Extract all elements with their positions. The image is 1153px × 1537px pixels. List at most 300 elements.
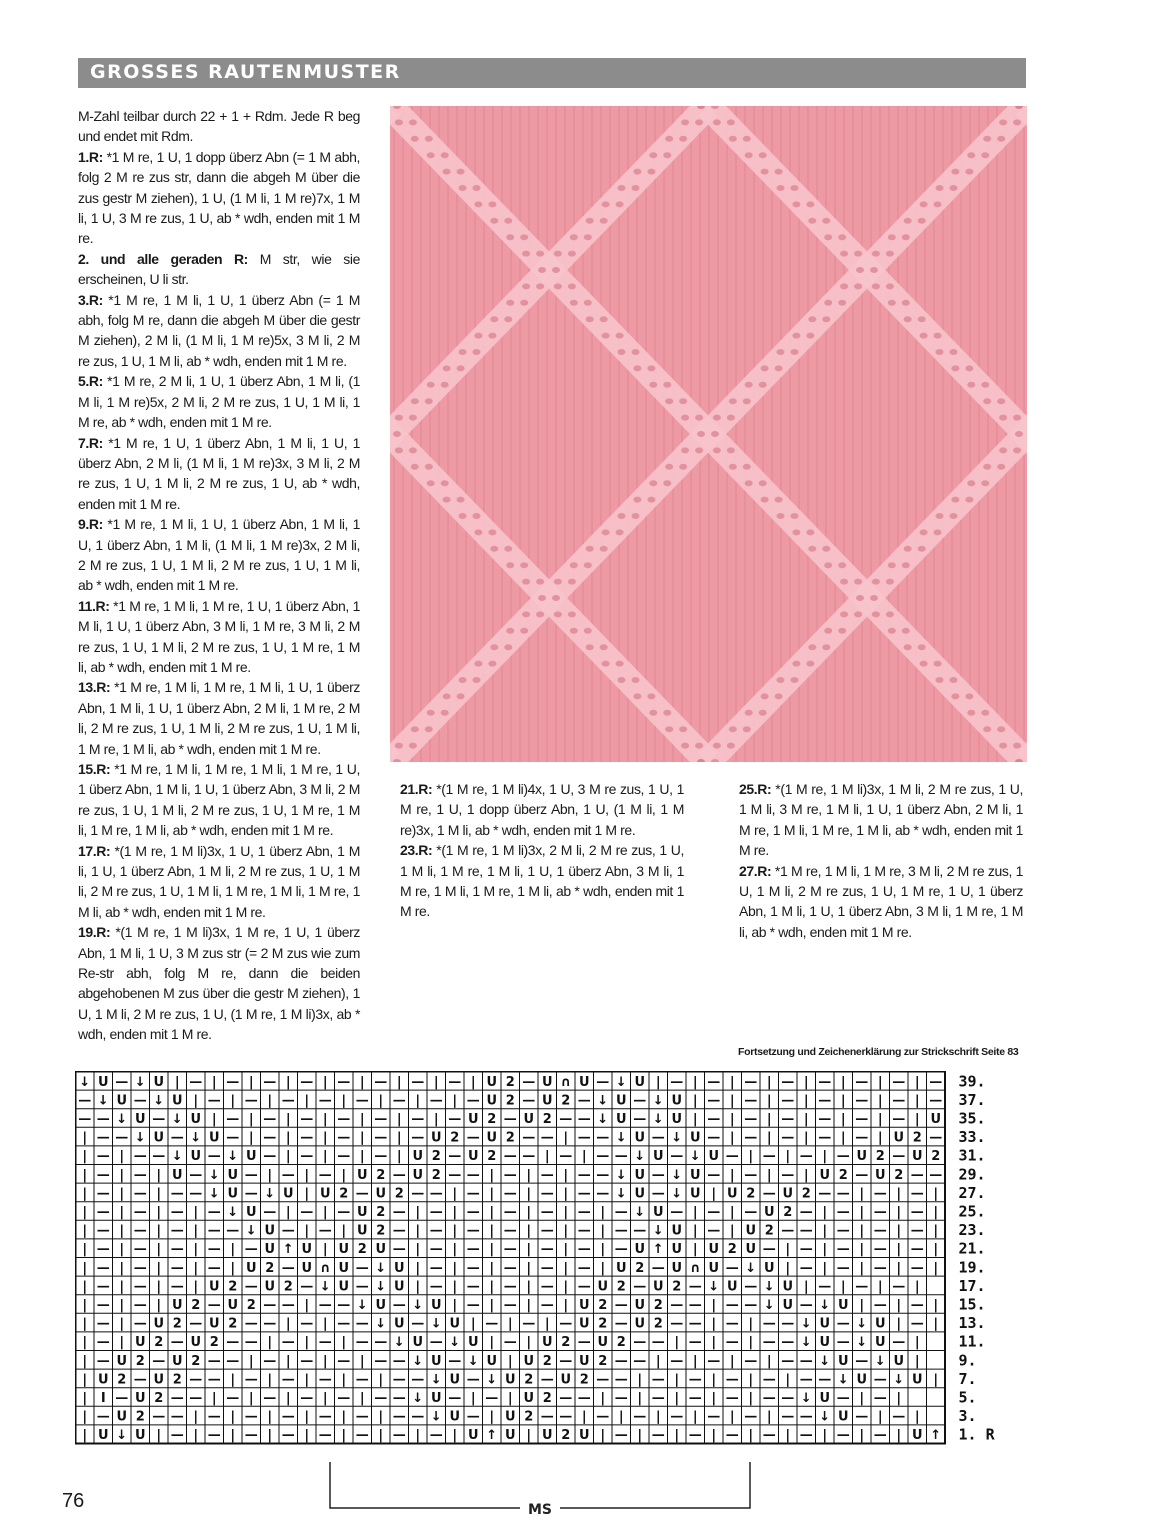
chart-cell: 2 [191, 1298, 201, 1313]
chart-cell: — [670, 1205, 684, 1220]
chart-cell: — [707, 1167, 721, 1183]
chart-cell: ↓ [227, 1149, 239, 1165]
chart-cell: U [634, 1316, 646, 1332]
chart-cell: | [82, 1260, 88, 1276]
chart-cell: — [577, 1223, 591, 1239]
chart-cell: U [911, 1149, 923, 1165]
chart-cell: U [671, 1260, 683, 1276]
chart-cell: — [873, 1298, 887, 1313]
chart-cell: — [781, 1112, 795, 1127]
chart-cell: U [930, 1112, 942, 1127]
chart-cell: — [744, 1205, 758, 1220]
chart-cell: — [263, 1130, 277, 1146]
chart-cell: — [466, 1409, 480, 1425]
chart-cell: 2 [505, 1093, 515, 1109]
chart-cell: — [96, 1316, 110, 1332]
chart-cell: U [745, 1242, 757, 1258]
chart-cell: | [211, 1112, 217, 1127]
chart-cell: | [692, 1223, 698, 1239]
chart-cell: — [392, 1223, 406, 1239]
chart-cell: — [392, 1428, 406, 1444]
chart-cell: — [96, 1353, 110, 1369]
chart-cell: U [578, 1298, 590, 1313]
chart-cell: 2 [228, 1279, 238, 1295]
chart-cell: | [248, 1130, 254, 1146]
instruction-row [78, 514, 360, 596]
row-text: *1 M re, 1 M li, 1 M re, 3 M li, 2 M re zus, 1 U, 1 M li, 2 M re zus, 1 U, 1 M re, 1 U, 1 überz Abn, 1 M li, 1 U, 1 überz Abn, 3 M li, 1 M re, 1 M li, ab * wdh, enden mit 1 M re. [739, 862, 1023, 940]
row-text: *(1 M re, 1 M li)3x, 2 M li, 2 M re zus, 1 U, 1 M li, 1 M re, 1 M li, 1 U, 1 überz Abn, 3 M li, 1 M re, 1 M li, 1 M re, 1 M li, ab * wdh, enden mit 1 M re. [400, 842, 684, 920]
chart-cell: U [615, 1260, 627, 1276]
chart-cell: ↓ [412, 1298, 424, 1313]
chart-cell: | [748, 1391, 754, 1406]
chart-cell: 2 [616, 1335, 626, 1351]
chart-cell: | [692, 1242, 698, 1258]
chart-cell: | [304, 1372, 310, 1388]
chart-cell: — [633, 1112, 647, 1127]
chart-cell: — [226, 1353, 240, 1369]
chart-cell: — [448, 1149, 462, 1165]
chart-cell: | [933, 1205, 939, 1220]
chart-cell: — [466, 1242, 480, 1258]
chart-cell: — [429, 1186, 443, 1202]
continuation-note: Fortsetzung und Zeichenerklärung zur Strickschrift Seite 83 [738, 1046, 1019, 1058]
chart-cell: — [96, 1112, 110, 1127]
chart-cell: | [748, 1428, 754, 1444]
chart-cell: — [152, 1353, 166, 1369]
chart-cell: U [116, 1093, 128, 1109]
chart-cell: | [914, 1074, 920, 1090]
chart-cell: — [152, 1149, 166, 1165]
chart-cell: | [933, 1372, 939, 1388]
chart-cell: — [559, 1149, 573, 1165]
chart-cell: U [597, 1335, 609, 1351]
chart-cell: — [614, 1149, 628, 1165]
chart-cell: | [156, 1223, 162, 1239]
instruction-row [78, 759, 360, 841]
chart-cell: — [707, 1074, 721, 1090]
chart-cell: — [170, 1335, 184, 1351]
chart-cell: — [466, 1167, 480, 1183]
chart-cell: — [300, 1205, 314, 1220]
chart-cell: — [781, 1391, 795, 1406]
row-text: M-Zahl teilbar durch 22 + 1 + Rdm. Jede R beg und endet mit Rdm. [78, 108, 360, 145]
chart-cell: — [318, 1409, 332, 1425]
row-label: 2. und alle geraden R: [78, 250, 248, 267]
chart-cell: ↓ [190, 1130, 202, 1146]
chart-cell: U [634, 1074, 646, 1090]
chart-cell: 2 [357, 1242, 367, 1258]
chart-cell: — [836, 1316, 850, 1332]
chart-row-label: 1. R [958, 1425, 995, 1444]
chart-cell: U [634, 1242, 646, 1258]
chart-cell: — [873, 1223, 887, 1239]
chart-cell: | [452, 1260, 458, 1276]
chart-cell: U [134, 1112, 146, 1127]
instruction-row [78, 677, 360, 759]
chart-cell: | [470, 1074, 476, 1090]
chart-cell: U [837, 1353, 849, 1369]
chart-cell: | [248, 1112, 254, 1127]
chart-cell: — [115, 1074, 129, 1090]
chart-cell: ↓ [819, 1409, 831, 1425]
chart-cell: — [392, 1409, 406, 1425]
chart-cell: — [411, 1186, 425, 1202]
chart-cell: — [910, 1205, 924, 1220]
chart-cell: — [337, 1130, 351, 1146]
chart-cell: | [563, 1242, 569, 1258]
chart-cell: — [799, 1428, 813, 1444]
chart-cell: U [819, 1335, 831, 1351]
chart-cell: — [818, 1074, 832, 1090]
chart-cell: — [337, 1205, 351, 1220]
chart-cell: — [374, 1149, 388, 1165]
chart-cell: U [819, 1167, 831, 1183]
chart-cell: | [711, 1391, 717, 1406]
chart-cell: | [396, 1130, 402, 1146]
chart-cell: U [486, 1093, 498, 1109]
chart-cell: | [507, 1316, 513, 1332]
chart-cell: | [322, 1112, 328, 1127]
chart-cell: ↓ [893, 1372, 905, 1388]
chart-cell: — [96, 1167, 110, 1183]
chart-cell: | [82, 1279, 88, 1295]
chart-cell: | [489, 1167, 495, 1183]
chart-cell: ↑ [930, 1428, 942, 1444]
chart-cell: — [503, 1223, 517, 1239]
chart-cell: — [725, 1372, 739, 1388]
chart-cell: ↑ [652, 1242, 664, 1258]
chart-row-label: 31. [958, 1146, 986, 1165]
chart-cell: — [392, 1167, 406, 1183]
chart-cell: | [193, 1093, 199, 1109]
chart-cell: | [156, 1260, 162, 1276]
chart-cell: ↓ [227, 1205, 239, 1220]
chart-cell: | [507, 1353, 513, 1369]
chart-cell: | [82, 1149, 88, 1165]
chart-cell: | [859, 1205, 865, 1220]
chart-cell: — [781, 1167, 795, 1183]
chart-cell: ↓ [375, 1279, 387, 1295]
row-text: *1 M re, 1 M li, 1 U, 1 überz Abn, 1 M li, 1 U, 1 überz Abn, 1 M li, (1 M li, 1 M re)3x, 2 M li, 2 M re zus, 1 U, 1 M li, 2 M re zus, 1 U, 1 M li, ab * wdh, enden mit 1 M re. [78, 516, 360, 594]
chart-cell: U [264, 1223, 276, 1239]
chart-cell: U [227, 1167, 239, 1183]
chart-cell: — [374, 1335, 388, 1351]
chart-cell: 2 [598, 1353, 608, 1369]
chart-cell: U [726, 1186, 738, 1202]
chart-cell: | [563, 1167, 569, 1183]
chart-cell: | [193, 1279, 199, 1295]
chart-cell: — [577, 1391, 591, 1406]
chart-cell: 2 [431, 1167, 441, 1183]
chart-row-label: 33. [958, 1128, 986, 1147]
chart-cell: — [503, 1167, 517, 1183]
chart-cell: | [322, 1316, 328, 1332]
instruction-row [739, 861, 1023, 943]
chart-cell: — [133, 1372, 147, 1388]
chart-cell: ↓ [856, 1335, 868, 1351]
chart-cell: — [170, 1205, 184, 1220]
chart-cell: | [82, 1391, 88, 1406]
chart-cell: — [633, 1093, 647, 1109]
chart-cell: U [541, 1428, 553, 1444]
chart-cell: — [818, 1279, 832, 1295]
chart-cell: ↓ [652, 1093, 664, 1109]
chart-cell: — [244, 1316, 258, 1332]
chart-cell: U [171, 1353, 183, 1369]
chart-cell: | [378, 1093, 384, 1109]
chart-cell: | [674, 1335, 680, 1351]
chart-cell: — [522, 1130, 536, 1146]
chart-cell: | [748, 1335, 754, 1351]
chart-cell: — [892, 1112, 906, 1127]
chart-cell: 2 [450, 1130, 460, 1146]
chart-cell: | [489, 1335, 495, 1351]
chart-cell: U [393, 1316, 405, 1332]
chart-cell: | [119, 1316, 125, 1332]
chart-cell: | [526, 1205, 532, 1220]
chart-cell: | [359, 1353, 365, 1369]
chart-cell: — [540, 1205, 554, 1220]
chart-cell: | [563, 1205, 569, 1220]
chart-cell: | [82, 1223, 88, 1239]
chart-cell: | [563, 1130, 569, 1146]
chart-cell: | [119, 1223, 125, 1239]
chart-cell: — [762, 1316, 776, 1332]
chart-cell: — [318, 1223, 332, 1239]
chart-cell: U [153, 1074, 165, 1090]
chart-cell: — [115, 1391, 129, 1406]
chart-cell: ↑ [282, 1242, 294, 1258]
chart-cell: — [207, 1298, 221, 1313]
chart-cell: — [189, 1316, 203, 1332]
chart-cell: — [688, 1298, 702, 1313]
chart-cell: — [781, 1093, 795, 1109]
chart-cell: — [577, 1186, 591, 1202]
chart-cell: | [600, 1391, 606, 1406]
chart-cell: — [818, 1112, 832, 1127]
chart-cell: — [300, 1130, 314, 1146]
chart-cell: | [711, 1316, 717, 1332]
chart-cell: — [892, 1409, 906, 1425]
chart-cell: — [226, 1130, 240, 1146]
chart-cell: | [359, 1391, 365, 1406]
chart-cell: | [655, 1074, 661, 1090]
chart-cell: — [244, 1335, 258, 1351]
pattern-repeat-label: MS [527, 1502, 553, 1518]
chart-cell: — [651, 1130, 665, 1146]
chart-cell: | [674, 1428, 680, 1444]
chart-cell: — [707, 1353, 721, 1369]
chart-cell: — [466, 1298, 480, 1313]
chart-cell: 2 [487, 1112, 497, 1127]
chart-cell: | [914, 1279, 920, 1295]
chart-cell: U [375, 1298, 387, 1313]
chart-cell: — [244, 1242, 258, 1258]
chart-cell: U [782, 1279, 794, 1295]
chart-cell: — [337, 1298, 351, 1313]
chart-cell: | [803, 1112, 809, 1127]
chart-cell: — [392, 1298, 406, 1313]
chart-cell: ↓ [652, 1223, 664, 1239]
chart-cell: U [578, 1353, 590, 1369]
chart-cell: — [355, 1186, 369, 1202]
chart-cell: — [614, 1298, 628, 1313]
chart-cell: — [744, 1074, 758, 1090]
chart-cell: — [614, 1391, 628, 1406]
chart-cell: ↓ [430, 1372, 442, 1388]
chart-cell: | [692, 1205, 698, 1220]
chart-cell: ↓ [116, 1428, 128, 1444]
chart-cell: | [896, 1223, 902, 1239]
chart-cell: — [78, 1093, 92, 1109]
chart-cell: — [596, 1186, 610, 1202]
chart-cell: U [190, 1112, 202, 1127]
chart-cell: U [227, 1298, 239, 1313]
chart-cell: 2 [931, 1149, 941, 1165]
chart-cell: | [877, 1130, 883, 1146]
chart-cell: — [762, 1149, 776, 1165]
chart-cell: | [933, 1316, 939, 1332]
chart-cell: U [171, 1167, 183, 1183]
chart-cell: — [855, 1130, 869, 1146]
chart-cell: ↓ [134, 1074, 146, 1090]
chart-cell: — [300, 1074, 314, 1090]
chart-cell: ↓ [671, 1186, 683, 1202]
chart-cell: — [781, 1409, 795, 1425]
chart-cell: 2 [376, 1205, 386, 1220]
chart-cell: — [503, 1298, 517, 1313]
chart-cell: — [929, 1074, 943, 1090]
chart-cell: | [341, 1167, 347, 1183]
chart-cell: U [504, 1428, 516, 1444]
chart-cell: — [799, 1205, 813, 1220]
chart-cell: | [896, 1298, 902, 1313]
chart-cell: | [766, 1074, 772, 1090]
chart-cell: | [396, 1074, 402, 1090]
chart-cell: | [803, 1167, 809, 1183]
chart-cell: — [836, 1428, 850, 1444]
chart-cell: 2 [653, 1316, 663, 1332]
chart-cell: — [892, 1074, 906, 1090]
chart-cell: — [707, 1130, 721, 1146]
row-text: *1 M re, 1 U, 1 überz Abn, 1 M li, 1 U, 1 überz Abn, 2 M li, (1 M li, 1 M re)3x, 3 M li, 2 M re zus, 1 U, 1 M li, 2 M re zus, 1 U, ab * wdh, enden mit 1 M re. [78, 434, 360, 512]
chart-cell: | [581, 1149, 587, 1165]
chart-cell: — [337, 1353, 351, 1369]
chart-cell: — [892, 1335, 906, 1351]
chart-cell: | [433, 1074, 439, 1090]
chart-cell: | [230, 1428, 236, 1444]
chart-cell: U [301, 1242, 313, 1258]
chart-cell: — [189, 1391, 203, 1406]
instructions-column-middle [400, 779, 684, 922]
chart-cell: | [877, 1409, 883, 1425]
chart-cell: — [355, 1372, 369, 1388]
chart-cell: — [614, 1205, 628, 1220]
chart-cell: | [581, 1409, 587, 1425]
chart-cell: 2 [209, 1335, 219, 1351]
chart-cell: | [803, 1130, 809, 1146]
chart-cell: | [766, 1112, 772, 1127]
chart-cell: U [412, 1149, 424, 1165]
chart-cell: | [285, 1391, 291, 1406]
chart-cell: — [96, 1149, 110, 1165]
chart-cell: | [415, 1093, 421, 1109]
row-text: M str, wie sie erscheinen, U li str. [78, 250, 360, 288]
chart-row-label: 39. [958, 1072, 986, 1091]
chart-cell: | [637, 1391, 643, 1406]
chart-cell: U [375, 1242, 387, 1258]
chart-cell: — [707, 1409, 721, 1425]
chart-cell: — [725, 1391, 739, 1406]
chart-cell: — [96, 1298, 110, 1313]
chart-cell: — [281, 1428, 295, 1444]
chart-cell: U [264, 1279, 276, 1295]
chart-cell: — [152, 1112, 166, 1127]
chart-cell: — [189, 1372, 203, 1388]
chart-cell: — [688, 1335, 702, 1351]
chart-cell: U [615, 1093, 627, 1109]
chart-cell: | [156, 1242, 162, 1258]
chart-cell: ↓ [800, 1391, 812, 1406]
chart-cell: — [189, 1074, 203, 1090]
chart-cell: — [651, 1335, 665, 1351]
chart-cell: U [837, 1409, 849, 1425]
chart-cell: — [429, 1205, 443, 1220]
chart-cell: 2 [283, 1279, 293, 1295]
chart-cell: | [840, 1279, 846, 1295]
chart-cell: | [822, 1428, 828, 1444]
chart-cell: U [578, 1316, 590, 1332]
chart-cell: U [874, 1335, 886, 1351]
chart-cell: 2 [339, 1186, 349, 1202]
chart-cell: U [319, 1186, 331, 1202]
chart-cell: U [449, 1316, 461, 1332]
chart-cell: | [822, 1242, 828, 1258]
chart-cell: — [855, 1167, 869, 1183]
chart-cell: — [799, 1353, 813, 1369]
chart-cell: U [782, 1298, 794, 1313]
chart-cell: | [193, 1205, 199, 1220]
instructions-column-right [739, 779, 1023, 942]
chart-cell: U [208, 1130, 220, 1146]
row-text: *(1 M re, 1 M li)3x, 1 M re, 1 U, 1 überz Abn, 1 M li, 1 U, 3 M zus str (= 2 M zus wie zum Re-str abh, folg M re, dann die beiden abgehobenen M zus über die gestr M ziehen), 1 U, 1 M li, 2 M re zus, 1 U, (1 M re, 1 M li)3x, ab * wdh, enden mit 1 M re. [78, 924, 360, 1043]
chart-cell: — [448, 1167, 462, 1183]
chart-cell: 2 [154, 1391, 164, 1406]
chart-cell: U [671, 1112, 683, 1127]
chart-cell: — [226, 1391, 240, 1406]
chart-cell: | [230, 1409, 236, 1425]
chart-cell: | [600, 1242, 606, 1258]
chart-cell: | [692, 1409, 698, 1425]
chart-cell: | [267, 1335, 273, 1351]
chart-cell: — [207, 1353, 221, 1369]
chart-cell: — [929, 1167, 943, 1183]
chart-cell: | [322, 1353, 328, 1369]
chart-cell: — [559, 1353, 573, 1369]
chart-cell: | [304, 1093, 310, 1109]
chart-cell: — [688, 1316, 702, 1332]
instruction-row [400, 840, 684, 922]
chart-cell: U [874, 1316, 886, 1332]
instruction-row [78, 371, 360, 432]
chart-cell: | [489, 1279, 495, 1295]
row-label: 9.R: [78, 516, 103, 533]
chart-cell: | [766, 1167, 772, 1183]
chart-cell: | [840, 1112, 846, 1127]
chart-cell: — [115, 1130, 129, 1146]
row-text: *(1 M re, 1 M li)3x, 1 M li, 2 M re zus, 1 U, 1 M li, 3 M re, 1 M li, 1 U, 1 überz Abn, 2 M li, 1 M re, 1 M li, 1 M re, 1 M li, ab * wdh, enden mit 1 M re. [739, 781, 1023, 859]
chart-cell: — [540, 1298, 554, 1313]
